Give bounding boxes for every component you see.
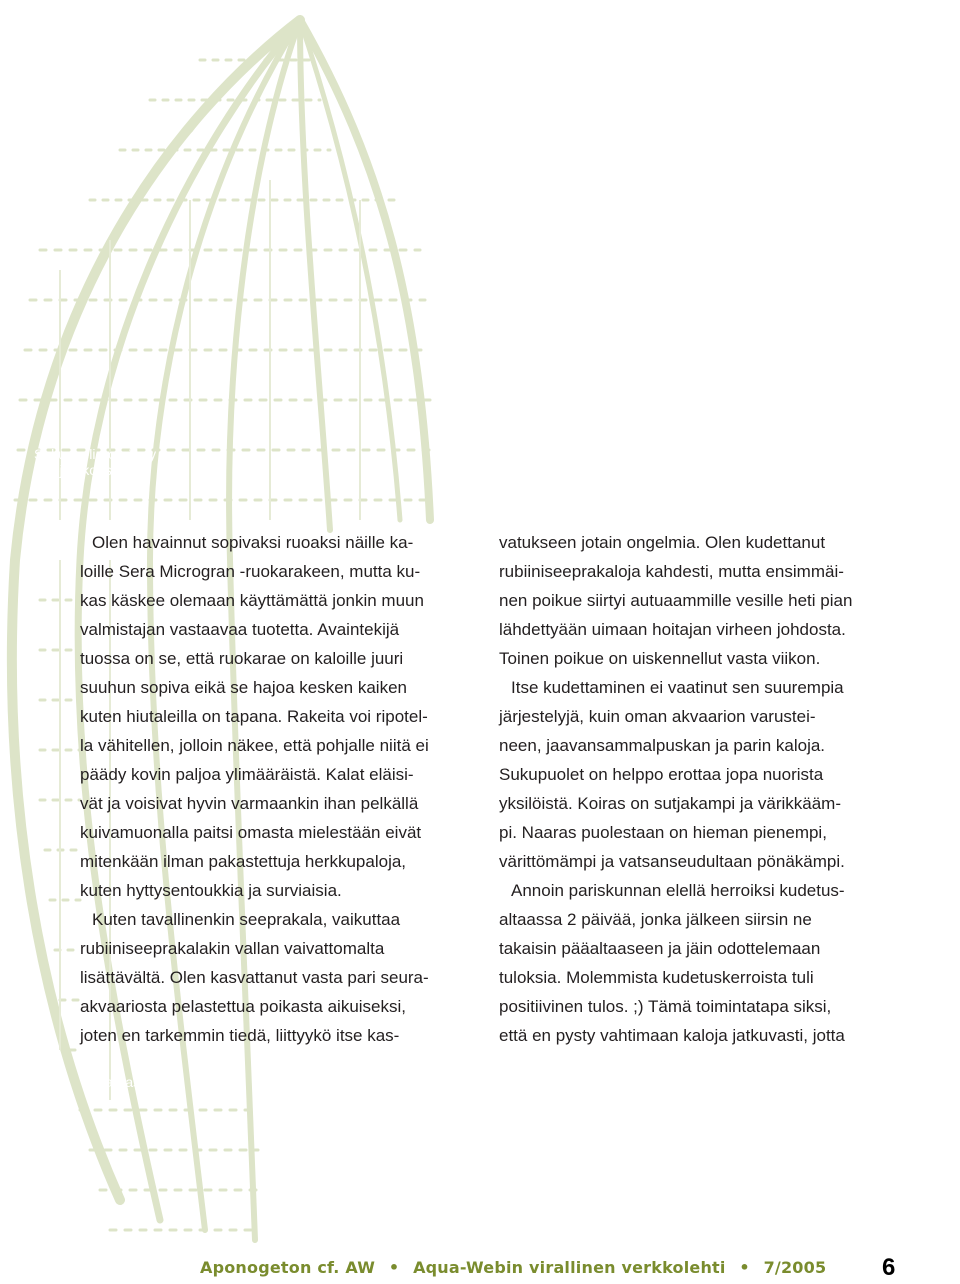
footer-issue: 7/2005 [763, 1258, 827, 1277]
footer-separator: • [739, 1258, 750, 1277]
paragraph: Annoin pariskunnan elellä herroiksi kudetus- altaassa 2 päivää, jonka jälkeen siirsin ne takaisin pääaltaaseen ja jäin odottelemaan tuloksia. Molemmista kudetuskerroista tuli positiivinen tulos. ;) Tämä toimintatapa siksi, että en pysty vahtimaan kaloja jatkuvasti, jotta [499, 881, 845, 1045]
page-number: 6 [882, 1254, 896, 1281]
footer-article-title: Aponogeton cf. AW [200, 1258, 376, 1277]
photo-caption-naaras: Naaras [95, 1074, 141, 1090]
page-footer [200, 1258, 826, 1284]
caption-top-line1: Sukupuoliero näkyy [34, 446, 157, 462]
photo-caption-top [34, 446, 156, 478]
paragraph: Itse kudettaminen ei vaatinut sen suurempia järjestelyjä, kuin oman akvaarion varustei- neen, jaavansammalpuskan ja parin kaloja. Sukupuolet on helppo erottaa jopa nuorista yksilöistä. Koiras on sutjakampi ja värikkääm- pi. Naaras puolestaan on hieman pienempi, värittömämpi ja vatsanseudultaan pönäkämpi. [499, 678, 845, 871]
paragraph: Olen havainnut sopivaksi ruoaksi näille ka- loille Sera Microgran -ruokarakeen, mutta ku- kas käskee olemaan käyttämättä jonkin muun valmistajan vastaavaa tuotetta. Avaintekijä tuossa on se, että ruokarae on kaloille juuri suuhun sopiva eikä se hajoa kesken kaiken kuten hiutaleilla on tapana. Rakeita voi ripotel- la vähitellen, jolloin näkee, että pohjalle niitä ei päädy kovin paljoa ylimääräistä. Kalat eläisi- vät ja voisivat hyvin varmaankin ihan pelkällä kuivamuonalla paitsi omasta mielestään eivät mitenkään ilman pakastettuja herkkupaloja, kuten hyttysentoukkia ja surviaisia. [80, 533, 429, 900]
article-column-left [80, 528, 480, 1050]
footer-publication-name: Aqua-Webin virallinen verkkolehti [413, 1258, 726, 1277]
paragraph: Kuten tavallinenkin seeprakala, vaikuttaa rubiiniseeprakalakin vallan vaivattomalta lisättävältä. Olen kasvattanut vasta pari seura- akvaariosta pelastettua poikasta aikuiseksi, joten en tarkemmin tiedä, liittyykö itse kas- [80, 910, 429, 1045]
article-column-right [499, 528, 919, 1050]
paragraph: vatukseen jotain ongelmia. Olen kudettanut rubiiniseeprakaloja kahdesti, mutta ensimmäi- nen poikue siirtyi autuaammille vesille heti pian lähdettyään uimaan hoitajan virheen johdosta. Toinen poikue on uiskennellut vasta viikon. [499, 533, 853, 668]
footer-separator: • [388, 1258, 400, 1277]
caption-top-line2: kalojen koossa [34, 462, 127, 478]
